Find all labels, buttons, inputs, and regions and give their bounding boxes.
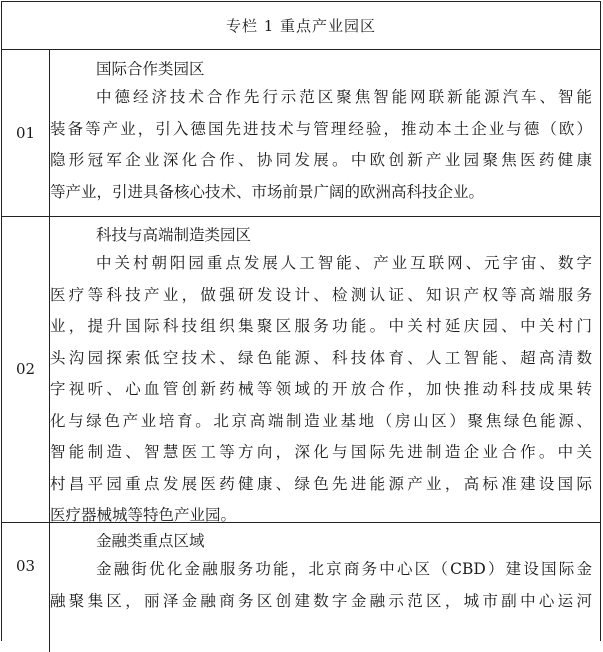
row-heading: 科技与高端制造类园区 <box>96 226 252 244</box>
paragraph-line: 融聚集区，丽泽金融商务区创建数字金融示范区，城市副中心运河 <box>50 591 592 610</box>
row-number: 03 <box>2 522 50 652</box>
row-paragraph <box>50 554 592 617</box>
row-content <box>50 216 600 532</box>
table-row <box>2 522 600 652</box>
paragraph-line: 隐形冠军企业深化合作、协同发展。中欧创新产业园聚焦医药健康 <box>50 151 592 169</box>
row-paragraph <box>50 82 592 208</box>
paragraph-line: 等产业，引进具备核心技术、市场前景广阔的欧洲高科技企业。 <box>50 182 485 201</box>
paragraph-line: 村昌平园重点发展医药健康、绿色先进能源产业，高标准建设国际 <box>50 474 592 493</box>
row-number: 02 <box>2 216 50 522</box>
row-heading: 金融类重点区域 <box>96 532 205 550</box>
paragraph-line: 金融街优化金融服务功能，北京商务中心区（CBD）建设国际金 <box>96 560 592 578</box>
row-paragraph <box>50 248 592 532</box>
row-heading: 国际合作类园区 <box>96 60 205 78</box>
paragraph-line: 业，提升国际科技组织集聚区服务功能。中关村延庆园、中关村门 <box>50 317 592 335</box>
paragraph-line: 医疗等科技产业，做强研发设计、检测认证、知识产权等高端服务 <box>50 285 592 304</box>
row-content <box>50 50 600 208</box>
paragraph-line: 化与绿色产业培育。北京高端制造业基地（房山区）聚焦绿色能源、 <box>50 411 592 430</box>
paragraph-line: 医疗器械城等特色产业园。 <box>50 506 237 524</box>
row-content <box>50 522 600 617</box>
feature-table <box>1 1 601 641</box>
row-number: 01 <box>2 50 50 216</box>
table-title: 专栏 1 重点产业园区 <box>2 2 600 50</box>
paragraph-line: 中关村朝阳园重点发展人工智能、产业互联网、元宇宙、数字 <box>96 254 592 272</box>
paragraph-line: 中德经济技术合作先行示范区聚焦智能网联新能源汽车、智能 <box>96 88 592 106</box>
paragraph-line: 字视听、心血管创新药械等领域的开放合作，加快推动科技成果转 <box>50 380 592 398</box>
table-row <box>2 50 600 217</box>
paragraph-line: 智能制造、智慧医工等方向，深化与国际先进制造企业合作。中关 <box>50 443 592 461</box>
table-row <box>2 216 600 523</box>
paragraph-line: 装备等产业，引入德国先进技术与管理经验，推动本土企业与德（欧） <box>50 119 592 138</box>
paragraph-line: 头沟园探索低空技术、绿色能源、科技体育、人工智能、超高清数 <box>50 348 592 367</box>
